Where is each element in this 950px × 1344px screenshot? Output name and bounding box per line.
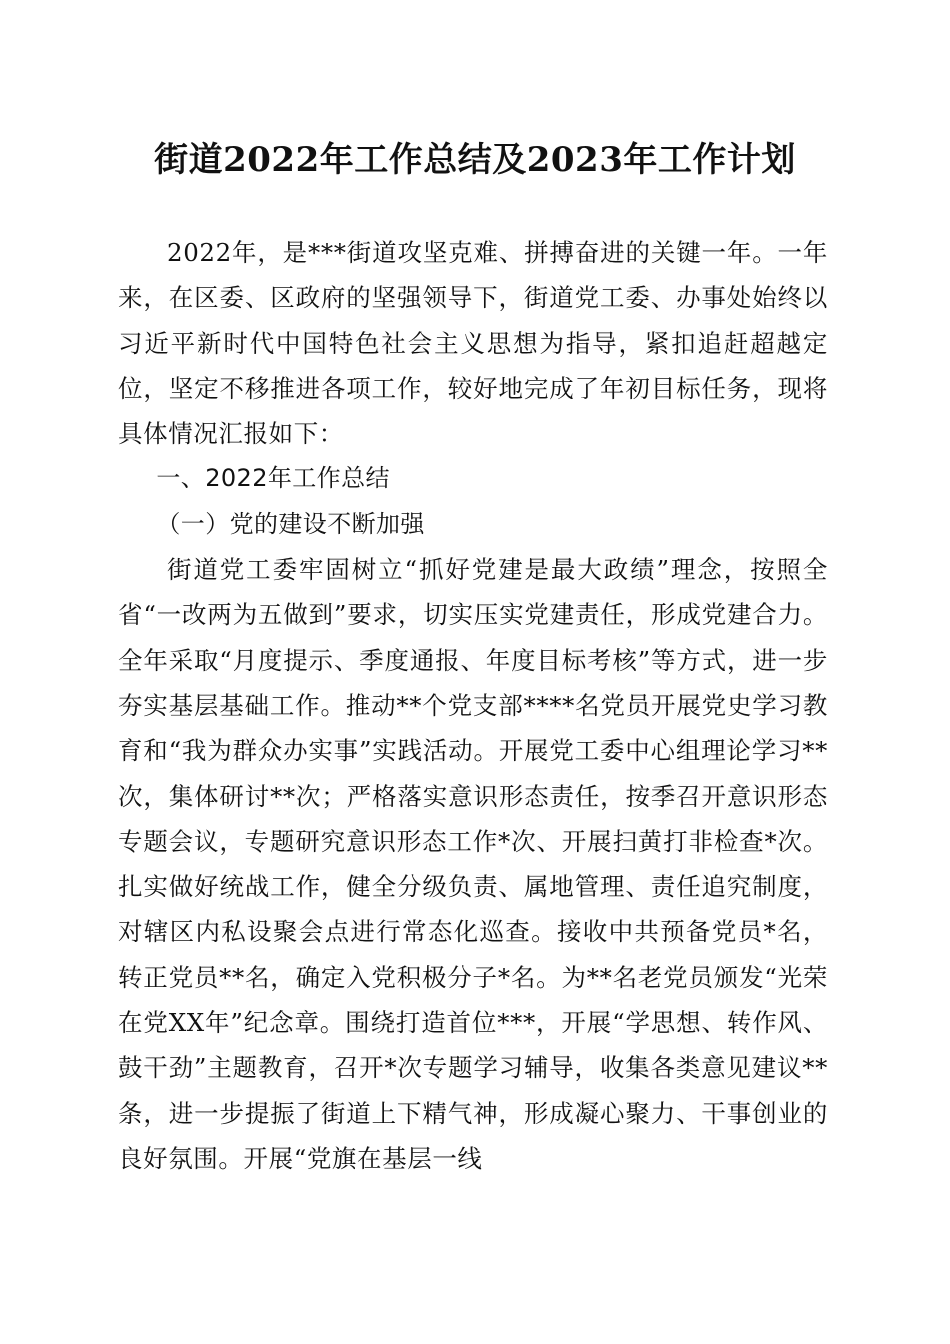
party-building-paragraph: 街道党工委牢固树立“抓好党建是最大政绩”理念，按照全省“一改两为五做到”要求，切实压实党建责任，形成党建合力。全年采取“月度提示、季度通报、年度目标考核”等方式，进一步夯实基层基础工作。推动**个党支部****名党员开展党史学习教育和“我为群众办实事”实践活动。开展党工委中心组理论学习**次，集体研讨**次；严格落实意识形态责任，按季召开意识形态专题会议，专题研究意识形态工作*次、开展扫黄打非检查*次。扎实做好统战工作，健全分级负责、属地管理、责任追究制度，对辖区内私设聚会点进行常态化巡查。接收中共预备党员*名，转正党员**名，确定入党积极分子*名。为**名老党员颁发“光荣在党XX年”纪念章。围绕打造首位***，开展“学思想、转作风、鼓干劲”主题教育，召开*次专题学习辅导，收集各类意见建议**条，进一步提振了街道上下精气神，形成凝心聚力、干事创业的良好氛围。开展“党旗在基层一线 bbox=[118, 555, 828, 1173]
subsection-heading-party-building: （一）党的建设不断加强 bbox=[156, 509, 425, 538]
document-body bbox=[118, 230, 828, 1181]
section-heading-work-summary: 一、2022年工作总结 bbox=[156, 464, 390, 493]
document-title: 街道2022年工作总结及2023年工作计划 bbox=[154, 140, 796, 180]
intro-paragraph: 2022年，是***街道攻坚克难、拼搏奋进的关键一年。一年来，在区委、区政府的坚强领导下，街道党工委、办事处始终以习近平新时代中国特色社会主义思想为指导，紧扣追赶超越定位，坚定不移推进各项工作，较好地完成了年初目标任务，现将具体情况汇报如下： bbox=[118, 238, 828, 449]
